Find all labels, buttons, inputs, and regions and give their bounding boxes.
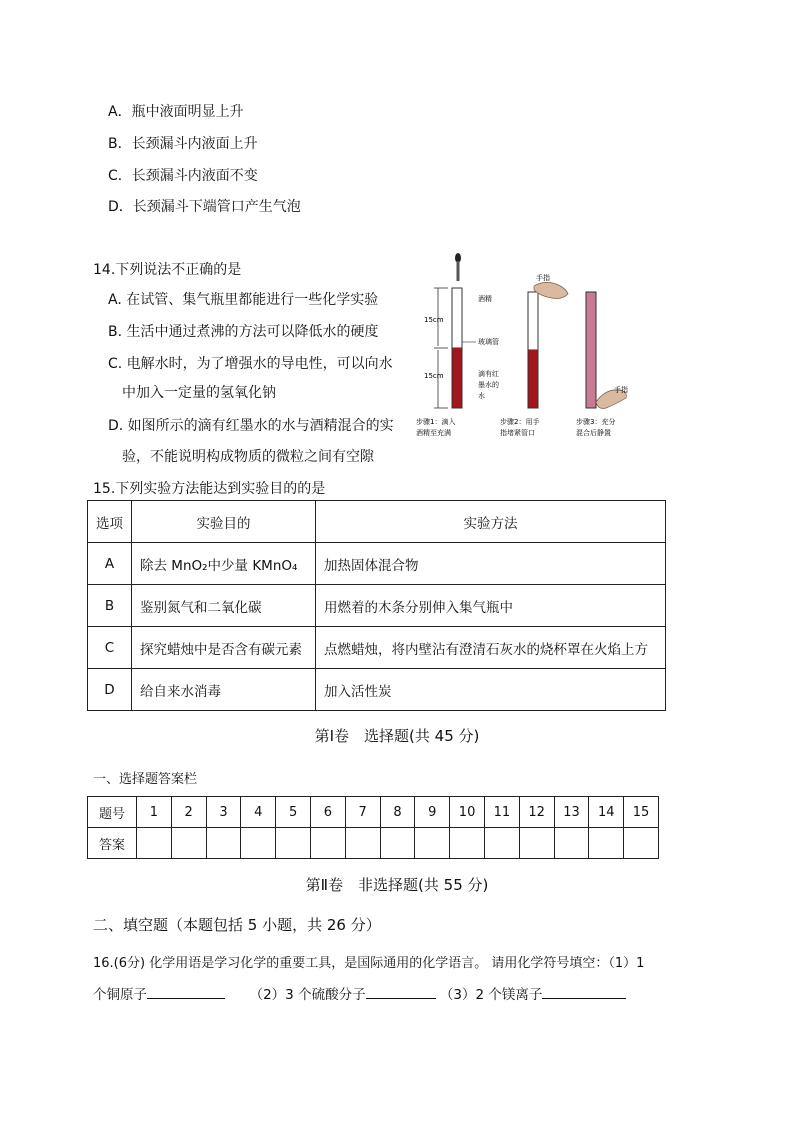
answer-bar-title: 一、选择题答案栏 — [93, 772, 198, 787]
table-cell: 探究蜡烛中是否含有碳元素 — [132, 627, 316, 669]
table-header: 选项 — [88, 501, 132, 543]
answer-cell[interactable] — [624, 828, 659, 859]
question-number-cell: 8 — [380, 797, 415, 828]
answer-cell[interactable] — [171, 828, 206, 859]
answer-blank[interactable] — [147, 985, 225, 999]
table-row — [88, 585, 666, 627]
table-header: 答案 — [88, 828, 137, 859]
q14-option-c-line1: C. 电解水时，为了增强水的导电性，可以向水 — [108, 356, 393, 372]
answer-cell[interactable] — [241, 828, 276, 859]
question-number-cell: 14 — [589, 797, 624, 828]
tube3-mixed — [586, 292, 596, 408]
q14-option-d-line1: D. 如图所示的滴有红墨水的水与酒精混合的实 — [108, 418, 394, 434]
step1-caption-b: 酒精至充满 — [416, 429, 451, 437]
q13-option-b: B．长颈漏斗内液面上升 — [108, 136, 258, 152]
tube1-alcohol — [452, 288, 462, 348]
question-number-cell: 11 — [484, 797, 519, 828]
table-cell: 除去 MnO₂中少量 KMnO₄ — [132, 543, 316, 585]
answer-cell[interactable] — [554, 828, 589, 859]
glass-tube-label: 玻璃管 — [478, 338, 499, 346]
table-header: 实验目的 — [132, 501, 316, 543]
table-cell: 加热固体混合物 — [316, 543, 666, 585]
dropper-icon — [455, 253, 461, 281]
question-number-cell: 5 — [276, 797, 311, 828]
question-number-cell: 2 — [171, 797, 206, 828]
answer-cell[interactable] — [415, 828, 450, 859]
len-bottom-label: 15cm — [424, 372, 444, 380]
table-header: 实验方法 — [316, 501, 666, 543]
answer-cell[interactable] — [450, 828, 485, 859]
answer-cell[interactable] — [137, 828, 172, 859]
table-row — [88, 627, 666, 669]
q14-option-a: A. 在试管、集气瓶里都能进行一些化学实验 — [108, 292, 379, 308]
table-cell: 用燃着的木条分别伸入集气瓶中 — [316, 585, 666, 627]
mixing-experiment-figure — [410, 252, 650, 444]
q16-part2: （2）3 个硫酸分子 — [249, 987, 366, 1003]
q14-option-b: B. 生活中通过煮沸的方法可以降低水的硬度 — [108, 324, 379, 340]
answer-cell[interactable] — [310, 828, 345, 859]
measure-lines — [434, 288, 448, 408]
q13-option-d: D．长颈漏斗下端管口产生气泡 — [108, 199, 301, 215]
answer-cell[interactable] — [206, 828, 241, 859]
table-row — [88, 828, 659, 859]
section1-title: 第Ⅰ卷 选择题(共 45 分) — [314, 727, 480, 745]
fill-section-title: 二、填空题（本题包括 5 小题，共 26 分） — [93, 916, 381, 934]
red-water-label-1: 滴有红 — [478, 370, 499, 378]
table-cell: C — [88, 627, 132, 669]
answer-cell[interactable] — [345, 828, 380, 859]
alcohol-label: 酒精 — [478, 295, 492, 303]
table-cell: 点燃蜡烛，将内壁沾有澄清石灰水的烧杯罩在火焰上方 — [316, 627, 666, 669]
table-row — [88, 543, 666, 585]
q14-stem: 14.下列说法不正确的是 — [93, 262, 242, 278]
step3-caption-a: 步骤3：充分 — [576, 418, 616, 426]
question-number-cell: 15 — [624, 797, 659, 828]
step3-caption-b: 混合后静置 — [576, 429, 611, 437]
table-header: 题号 — [88, 797, 137, 828]
table-row — [88, 669, 666, 711]
len-top-label: 15cm — [424, 316, 444, 324]
q16-line1: 16.(6分) 化学用语是学习化学的重要工具，是国际通用的化学语言。 请用化学符号填空：（1）1 — [93, 956, 645, 971]
q14-option-c-line2: 中加入一定量的氢氧化钠 — [122, 385, 276, 401]
red-water-label-3: 水 — [478, 392, 485, 400]
table-row — [88, 797, 659, 828]
question-number-cell: 6 — [310, 797, 345, 828]
q14-option-d-line2: 验，不能说明构成物质的微粒之间有空隙 — [122, 449, 374, 465]
question-number-cell: 7 — [345, 797, 380, 828]
q16-line2 — [93, 983, 626, 1003]
q13-option-c: C．长颈漏斗内液面不变 — [108, 168, 258, 184]
finger-label-1: 手指 — [536, 274, 550, 282]
question-number-cell: 9 — [415, 797, 450, 828]
table-cell: 鉴别氮气和二氧化碳 — [132, 585, 316, 627]
question-number-cell: 3 — [206, 797, 241, 828]
answer-cell[interactable] — [519, 828, 554, 859]
q15-table — [87, 500, 666, 711]
answer-cell[interactable] — [380, 828, 415, 859]
answer-cell[interactable] — [276, 828, 311, 859]
question-number-cell: 12 — [519, 797, 554, 828]
question-number-cell: 4 — [241, 797, 276, 828]
table-cell: A — [88, 543, 132, 585]
table-row — [88, 501, 666, 543]
table-cell: 给自来水消毒 — [132, 669, 316, 711]
table-cell: D — [88, 669, 132, 711]
tube2-red-water — [528, 350, 538, 408]
q16-part1: 个铜原子 — [93, 987, 147, 1003]
table-cell: B — [88, 585, 132, 627]
question-number-cell: 1 — [137, 797, 172, 828]
q13-option-a: A．瓶中液面明显上升 — [108, 104, 244, 120]
answer-blank[interactable] — [542, 985, 626, 999]
step2-caption-b: 指堵紧管口 — [500, 429, 535, 437]
answer-table — [87, 796, 659, 859]
finger-label-2: 手指 — [614, 386, 628, 394]
step1-caption-a: 步骤1：滴入 — [416, 418, 456, 426]
q15-stem: 15.下列实验方法能达到实验目的的是 — [93, 481, 326, 497]
question-number-cell: 10 — [450, 797, 485, 828]
step2-caption-a: 步骤2：用手 — [500, 418, 540, 426]
section2-title: 第Ⅱ卷 非选择题(共 55 分) — [305, 876, 489, 894]
table-cell: 加入活性炭 — [316, 669, 666, 711]
tube1-red-water — [452, 348, 462, 408]
answer-blank[interactable] — [366, 985, 436, 999]
question-number-cell: 13 — [554, 797, 589, 828]
answer-cell[interactable] — [589, 828, 624, 859]
answer-cell[interactable] — [484, 828, 519, 859]
red-water-label-2: 墨水的 — [478, 381, 499, 389]
hand-icon — [534, 282, 568, 298]
q16-part3: （3）2 个镁离子 — [439, 987, 543, 1003]
